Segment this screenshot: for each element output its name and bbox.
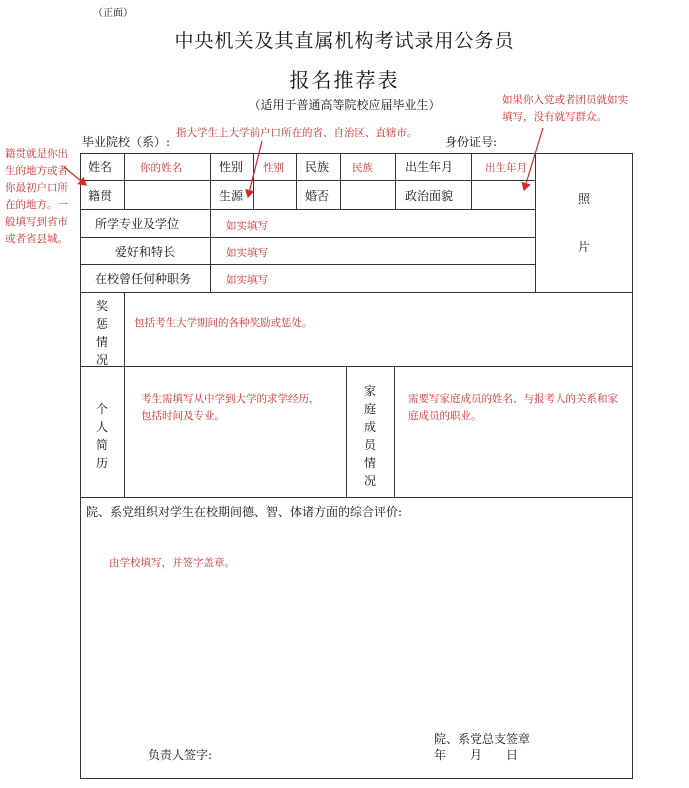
birth-label: 出生年月 — [405, 160, 454, 174]
origin-arrow — [64, 167, 86, 185]
resume-label: 个人简历 — [95, 402, 108, 470]
ethnicity-value[interactable]: 民族 — [352, 162, 373, 174]
name-label: 姓名 — [88, 160, 113, 174]
id-number-label: 身份证号: — [445, 135, 498, 149]
origin-annotation: 籍贯就是你出生的地方或者你最初户口所在的地方。一般填写到省市或者省县城。 — [5, 148, 68, 245]
origin-label: 籍贯 — [88, 189, 113, 203]
ethnicity-label: 民族 — [305, 160, 330, 174]
school-label: 毕业院校（系）: — [82, 135, 171, 149]
family-label: 家庭成员情况 — [363, 384, 376, 488]
photo-char-1: 照 — [578, 192, 591, 206]
side-label: （正面） — [93, 8, 133, 19]
position-value[interactable]: 如实填写 — [226, 274, 268, 286]
family-value[interactable]: 需要写家庭成员的姓名、与报考人的关系和家庭成员的职业。 — [408, 393, 618, 422]
evaluation-value[interactable]: 由学校填写，并签字盖章。 — [109, 557, 235, 569]
responsible-signature-label: 负责人签字: — [148, 748, 213, 762]
gender-label: 性别 — [219, 160, 244, 174]
awards-label: 奖惩情况 — [95, 299, 108, 367]
form-title: 中央机关及其直属机构考试录用公务员 — [174, 30, 515, 52]
position-label: 在校曾任何种职务 — [95, 272, 192, 286]
date-label: 年 月 日 — [434, 748, 519, 762]
resume-value[interactable]: 考生需填写从中学到大学的求学经历，包括时间及专业。 — [141, 393, 320, 422]
source-annotation: 指大学生上大学前户口所在的省、自治区、直辖市。 — [176, 127, 418, 139]
major-value[interactable]: 如实填写 — [226, 220, 268, 232]
political-label: 政治面貌 — [405, 189, 454, 203]
source-label: 生源 — [219, 189, 244, 203]
form-subtitle-title: 报名推荐表 — [289, 68, 400, 92]
hobby-label: 爱好和特长 — [115, 245, 176, 259]
seal-label: 院、系党总支签章 — [434, 732, 531, 746]
photo-char-2: 片 — [578, 240, 591, 254]
major-label: 所学专业及学位 — [95, 217, 180, 231]
form-applicable-note: （适用于普通高等院校应届毕业生） — [248, 98, 441, 112]
hobby-value[interactable]: 如实填写 — [226, 247, 268, 259]
gender-value[interactable]: 性别 — [263, 162, 284, 174]
source-arrow — [248, 141, 262, 197]
awards-value[interactable]: 包括考生大学期间的各种奖励或惩处。 — [134, 317, 313, 329]
political-annotation: 如果你入党或者团员就如实填写，没有就写群众。 — [502, 94, 628, 123]
birth-value[interactable]: 出生年月 — [485, 162, 527, 174]
evaluation-label: 院、系党组织对学生在校期间德、智、体诸方面的综合评价: — [86, 505, 403, 519]
name-value[interactable]: 你的姓名 — [140, 162, 182, 174]
political-arrow — [524, 128, 543, 190]
marital-label: 婚否 — [305, 189, 330, 203]
